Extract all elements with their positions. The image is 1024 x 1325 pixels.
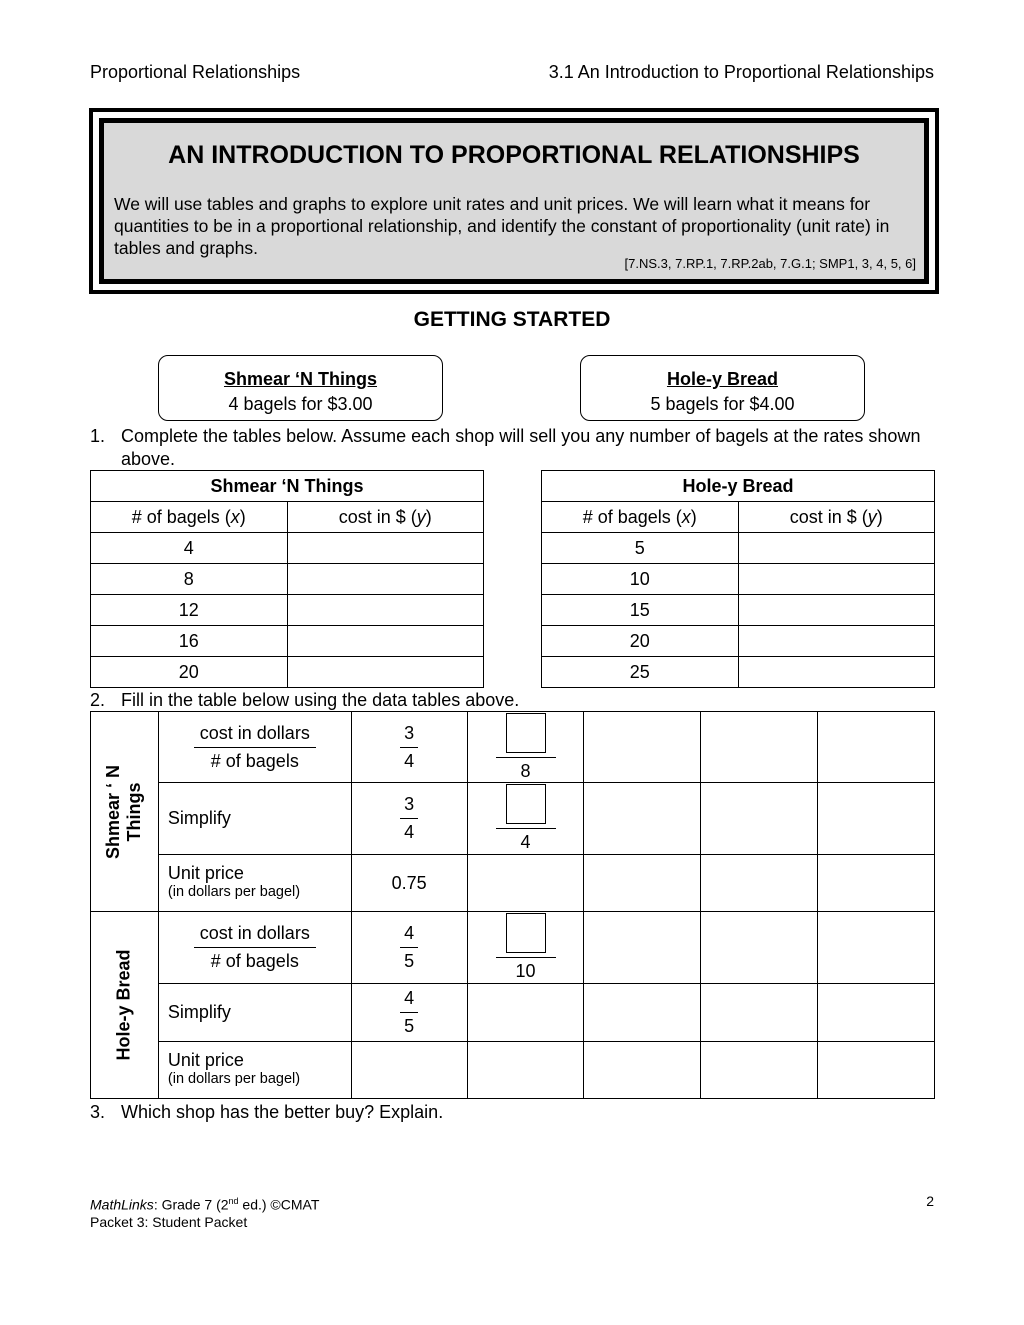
- unit-price-table: [90, 711, 935, 1099]
- table-row: [542, 626, 935, 657]
- shop-label-holey: Hole-y Bread: [113, 949, 134, 1061]
- shop-box-holey: [580, 355, 865, 421]
- bagel-count: 12: [91, 595, 288, 626]
- col-header-y: cost in $ (y): [738, 502, 935, 533]
- cost-cell[interactable]: [287, 626, 484, 657]
- bagel-count: 20: [542, 626, 739, 657]
- bagel-count: 16: [91, 626, 288, 657]
- blank-cell[interactable]: [818, 712, 935, 783]
- row-group-holey: [91, 912, 159, 1099]
- answer-box[interactable]: [506, 713, 546, 753]
- table-shmear: [90, 470, 484, 688]
- ratio-fraction: $\frac{4}{5}$: [351, 912, 467, 984]
- table-row: [91, 564, 484, 595]
- simplified-fraction: $\frac{3}{4}$: [351, 783, 467, 855]
- blank-cell[interactable]: [584, 783, 701, 855]
- blank-cell[interactable]: [584, 855, 701, 912]
- table-row: [91, 855, 935, 912]
- table-row: [91, 626, 484, 657]
- simplify-label: Simplify: [158, 783, 351, 855]
- blank-cell[interactable]: [467, 855, 584, 912]
- ratio-fraction: $\frac{3}{4}$: [351, 712, 467, 783]
- bagel-count: 10: [542, 564, 739, 595]
- table-row: [542, 564, 935, 595]
- shop-rate: 4 bagels for $3.00: [228, 394, 373, 414]
- blank-cell[interactable]: [701, 783, 818, 855]
- unit-price-label: Unit price (in dollars per bagel): [158, 1042, 351, 1099]
- footer-left: MathLinks: Grade 7 (2nd ed.) ©CMAT Packet 3: Student Packet: [90, 1196, 320, 1230]
- table-row: [91, 984, 935, 1042]
- shop-box-shmear: [158, 355, 443, 421]
- answer-box[interactable]: [506, 784, 546, 824]
- cost-cell[interactable]: [738, 564, 935, 595]
- blank-cell[interactable]: [467, 984, 584, 1042]
- simplified-fraction: $\frac{4}{5}$: [351, 984, 467, 1042]
- q3-text: Which shop has the better buy? Explain.: [121, 1102, 444, 1122]
- cost-cell[interactable]: [287, 657, 484, 688]
- table-row: [91, 783, 935, 855]
- table-row: [91, 712, 935, 783]
- cost-cell[interactable]: [287, 533, 484, 564]
- cost-cell[interactable]: [287, 595, 484, 626]
- col-header-y: cost in $ (y): [287, 502, 484, 533]
- table-row: [91, 1042, 935, 1099]
- blank-cell[interactable]: [818, 855, 935, 912]
- ratio-fraction-blank: 10: [467, 912, 584, 984]
- blank-cell[interactable]: [351, 1042, 467, 1099]
- banner-title: AN INTRODUCTION TO PROPORTIONAL RELATIONSHIPS: [168, 141, 860, 169]
- intro-banner: [89, 108, 939, 294]
- blank-cell[interactable]: [701, 855, 818, 912]
- cost-cell[interactable]: [287, 564, 484, 595]
- ratio-label: $\frac{\text{cost in dollars}}{\text{\# of bagels}}$: [158, 912, 351, 984]
- header-left: Proportional Relationships: [90, 62, 301, 82]
- cost-cell[interactable]: [738, 533, 935, 564]
- table-row: [542, 533, 935, 564]
- bagel-count: 5: [542, 533, 739, 564]
- bagel-count: 4: [91, 533, 288, 564]
- blank-cell[interactable]: [701, 1042, 818, 1099]
- q2-text: Fill in the table below using the data tables above.: [121, 690, 520, 710]
- col-header-x: # of bagels (x): [542, 502, 739, 533]
- blank-cell[interactable]: [818, 912, 935, 984]
- answer-box[interactable]: [506, 913, 546, 953]
- banner-standards: [7.NS.3, 7.RP.1, 7.RP.2ab, 7.G.1; SMP1, 3, 4, 5, 6]: [624, 256, 916, 271]
- row-group-shmear: [91, 712, 159, 912]
- cost-cell[interactable]: [738, 595, 935, 626]
- shop-rate: 5 bagels for $4.00: [650, 394, 795, 414]
- blank-cell[interactable]: [818, 1042, 935, 1099]
- bagel-count: 8: [91, 564, 288, 595]
- banner-text: We will use tables and graphs to explore unit rates and unit prices. We will learn what it means for quantities to be in a proportional relationship, and identify the constant of proportionality (unit rate) in tables and graphs.: [114, 194, 890, 258]
- blank-cell[interactable]: [818, 984, 935, 1042]
- q1-text: Complete the tables below. Assume each shop will sell you any number of bagels at the rates shown above.: [121, 426, 921, 469]
- blank-cell[interactable]: [584, 984, 701, 1042]
- ratio-label: $\frac{\text{cost in dollars}}{\text{\# of bagels}}$: [158, 712, 351, 783]
- table-row: [91, 657, 484, 688]
- table-row: [542, 657, 935, 688]
- blank-cell[interactable]: [701, 912, 818, 984]
- shop-label-shmear: Shmear ‘ N Things: [103, 764, 145, 859]
- blank-cell[interactable]: [584, 1042, 701, 1099]
- blank-cell[interactable]: [584, 712, 701, 783]
- bagel-count: 25: [542, 657, 739, 688]
- table-row: [542, 595, 935, 626]
- col-header-x: # of bagels (x): [91, 502, 288, 533]
- q3-number: 3.: [90, 1102, 106, 1122]
- blank-cell[interactable]: [584, 912, 701, 984]
- shop-name: Shmear ‘N Things: [223, 369, 378, 389]
- table-holey: [541, 470, 935, 688]
- bagel-count: 20: [91, 657, 288, 688]
- table-title: Hole-y Bread: [542, 471, 935, 502]
- cost-cell[interactable]: [738, 626, 935, 657]
- table-row: [91, 912, 935, 984]
- ratio-fraction-blank: 8: [467, 712, 584, 783]
- table-row: [91, 533, 484, 564]
- q1-number: 1.: [90, 426, 106, 446]
- shop-name: Hole-y Bread: [666, 369, 779, 389]
- q2-number: 2.: [90, 690, 106, 710]
- simplified-fraction-blank: 4: [467, 783, 584, 855]
- blank-cell[interactable]: [701, 712, 818, 783]
- page-number: 2: [926, 1193, 934, 1209]
- unit-price-label: Unit price (in dollars per bagel): [158, 855, 351, 912]
- blank-cell[interactable]: [818, 783, 935, 855]
- simplify-label: Simplify: [158, 984, 351, 1042]
- blank-cell[interactable]: [701, 984, 818, 1042]
- table-row: [91, 595, 484, 626]
- bagel-count: 15: [542, 595, 739, 626]
- cost-cell[interactable]: [738, 657, 935, 688]
- section-title: GETTING STARTED: [413, 308, 611, 331]
- blank-cell[interactable]: [467, 1042, 584, 1099]
- table-title: Shmear ‘N Things: [91, 471, 484, 502]
- header-right: 3.1 An Introduction to Proportional Relationships: [548, 62, 934, 82]
- unit-price-value: 0.75: [351, 855, 467, 912]
